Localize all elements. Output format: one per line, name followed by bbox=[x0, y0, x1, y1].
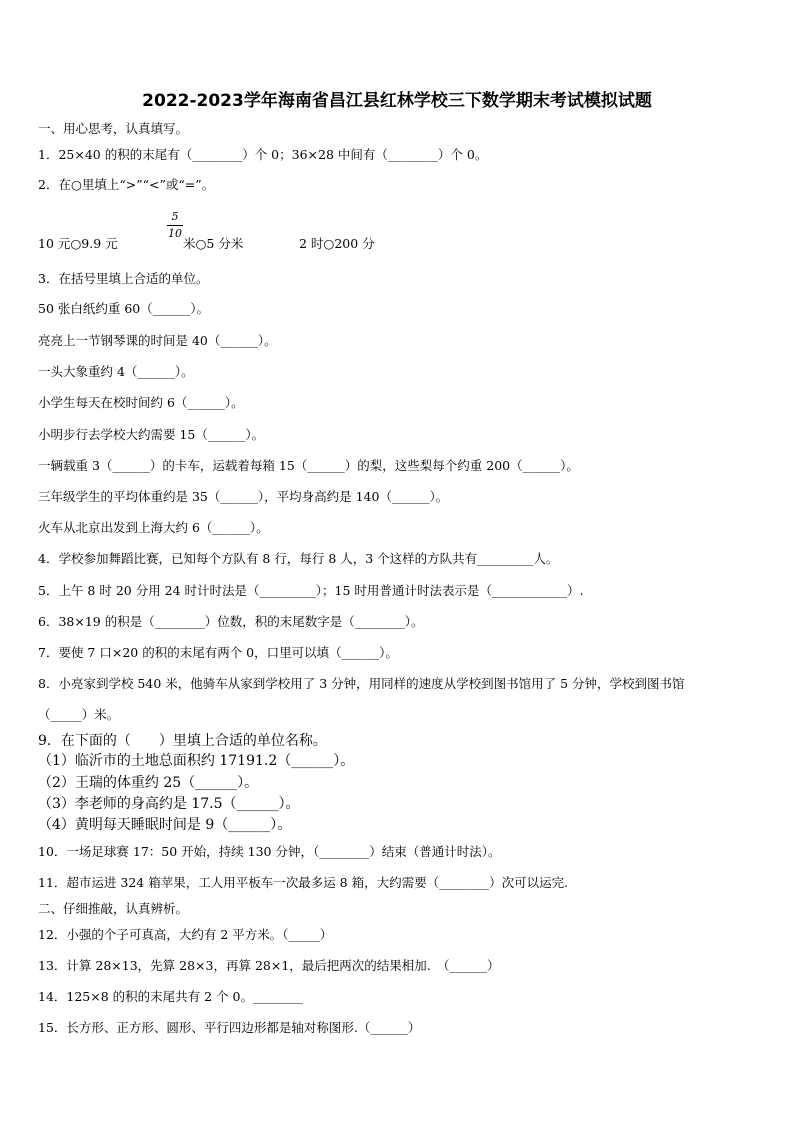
question-2: 2．在○里填上“>”“<”或“=”。 bbox=[38, 177, 215, 192]
question-15: 15．长方形、正方形、圆形、平行四边形都是轴对称图形.（______） bbox=[38, 1020, 421, 1035]
fraction-denominator: 10 bbox=[168, 227, 182, 240]
question-9-item-2: （2）王瑞的体重约 25（______）。 bbox=[38, 775, 259, 791]
question-3-item-6: 一辆载重 3（______）的卡车，运载着每箱 15（______）的梨，这些梨每个约重 200（______）。 bbox=[38, 458, 579, 473]
question-8: 8．小亮家到学校 540 米，他骑车从家到学校用了 3 分钟，用同样的速度从学校到图书馆用了 5 分钟，学校到图书馆 bbox=[38, 676, 685, 691]
question-13: 13．计算 28×13，先算 28×3，再算 28×1，最后把两次的结果相加. （______） bbox=[38, 958, 500, 973]
question-3-item-8: 火车从北京出发到上海大约 6（______）。 bbox=[38, 520, 269, 535]
question-5: 5．上午 8 时 20 分用 24 时计时法是（_________）；15 时用普通计时法表示是（____________）. bbox=[38, 583, 584, 598]
question-3-item-1: 50 张白纸约重 60（______）。 bbox=[38, 301, 210, 316]
question-7: 7．要使 7 口×20 的积的末尾有两个 0，口里可以填（______）。 bbox=[38, 645, 398, 660]
fraction-bar bbox=[167, 225, 183, 226]
section-heading-1: 一、用心思考，认真填写。 bbox=[38, 121, 189, 136]
question-9: 9．在下面的（ ）里填上合适的单位名称。 bbox=[38, 733, 327, 749]
question-11: 11．超市运进 324 箱苹果，工人用平板车一次最多运 8 箱，大约需要（________）次可以运完. bbox=[38, 875, 569, 890]
question-10: 10．一场足球赛 17：50 开始，持续 130 分钟，（________）结束（普通计时法）。 bbox=[38, 844, 501, 859]
question-6: 6．38×19 的积是（________）位数，积的末尾数字是（________）。 bbox=[38, 614, 424, 629]
question-2-item-a: 10 元○9.9 元 bbox=[38, 236, 118, 251]
question-2-item-c: 2 时○200 分 bbox=[299, 236, 375, 251]
question-3-item-5: 小明步行去学校大约需要 15（______）。 bbox=[38, 427, 265, 442]
question-9-item-1: （1）临沂市的土地总面积约 17191.2（______）。 bbox=[38, 753, 355, 769]
section-heading-2: 二、仔细推敲，认真辨析。 bbox=[38, 901, 189, 916]
question-9-item-4: （4）黄明每天睡眠时间是 9（______）。 bbox=[38, 817, 292, 833]
page-title: 2022-2023学年海南省昌江县红林学校三下数学期末考试模拟试题 bbox=[142, 91, 652, 111]
question-2-item-b: 米○5 分米 bbox=[183, 236, 244, 251]
question-14: 14．125×8 的积的末尾共有 2 个 0。________ bbox=[38, 989, 303, 1004]
fraction-numerator: 5 bbox=[171, 210, 179, 223]
question-3-item-4: 小学生每天在校时间约 6（______）。 bbox=[38, 395, 244, 410]
question-3-item-2: 亮亮上一节钢琴课的时间是 40（______）。 bbox=[38, 333, 277, 348]
question-12: 12．小强的个子可真高，大约有 2 平方米。（_____） bbox=[38, 927, 333, 942]
question-9-item-3: （3）李老师的身高约是 17.5（______）。 bbox=[38, 796, 300, 812]
question-3-item-7: 三年级学生的平均体重约是 35（______），平均身高约是 140（______）。 bbox=[38, 489, 449, 504]
question-8-continued: （_____）米。 bbox=[38, 707, 120, 722]
question-1: 1．25×40 的积的末尾有（________）个 0；36×28 中间有（________）个 0。 bbox=[38, 147, 488, 162]
question-3: 3．在括号里填上合适的单位。 bbox=[38, 271, 209, 286]
fraction-five-tenths bbox=[167, 211, 183, 240]
question-3-item-3: 一头大象重约 4（______）。 bbox=[38, 364, 194, 379]
question-4: 4．学校参加舞蹈比赛，已知每个方队有 8 行，每行 8 人，3 个这样的方队共有_________人。 bbox=[38, 551, 559, 566]
